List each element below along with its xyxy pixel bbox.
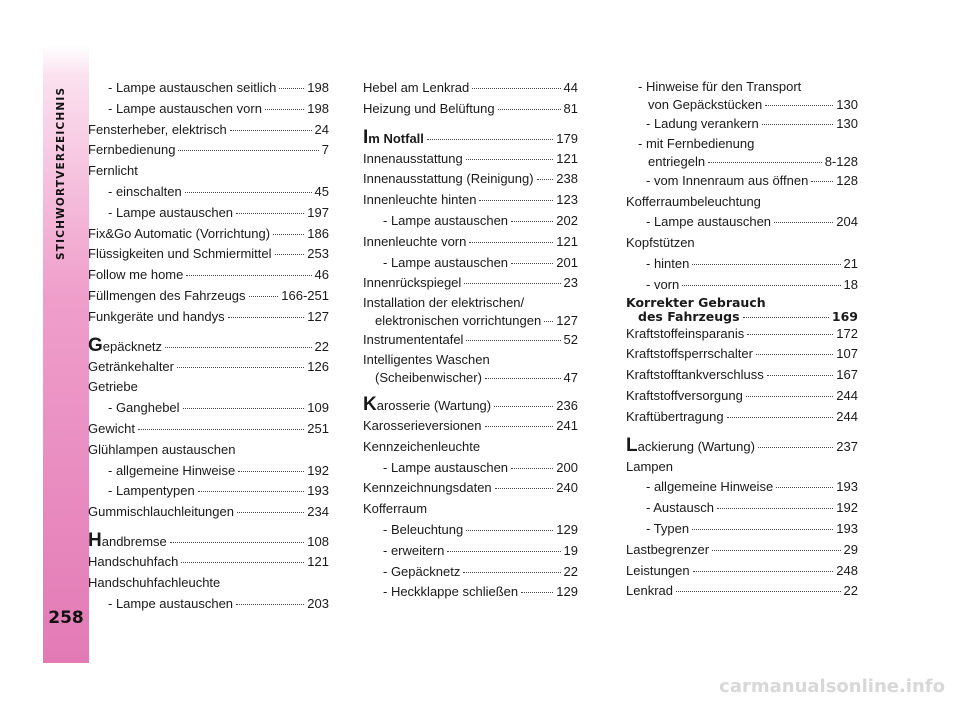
- leader-dots: [273, 234, 304, 235]
- index-entry: [88, 573, 329, 594]
- index-entry: [363, 273, 578, 294]
- entry-page: 109: [307, 400, 329, 416]
- entry-label: Gewicht: [88, 420, 135, 436]
- watermark: carmanualsonline.info: [719, 676, 945, 697]
- index-entry: [363, 232, 578, 253]
- entry-label: Fernbedienung: [88, 142, 176, 158]
- index-entry: [626, 233, 858, 254]
- leader-dots: [511, 468, 553, 469]
- entry-page: 251: [307, 420, 329, 436]
- entry-page: 22: [314, 338, 329, 354]
- entry-label: - hinten: [646, 255, 690, 271]
- leader-dots: [249, 296, 279, 297]
- leader-dots: [682, 285, 840, 286]
- entry-label: - Lampe austauschen: [383, 254, 509, 270]
- index-entry: [626, 275, 858, 296]
- index-column-2: [363, 78, 578, 603]
- entry-page: 201: [556, 254, 578, 270]
- entry-label: Follow me home: [88, 267, 184, 283]
- entry-label: Fensterheber, elektrisch: [88, 121, 227, 137]
- index-entry: [626, 519, 858, 540]
- entry-page: 169: [831, 308, 858, 324]
- index-entry: [363, 312, 578, 330]
- index-entry: [363, 149, 578, 170]
- entry-label: Kraftstoffversorgung: [626, 387, 743, 403]
- leader-dots: [198, 491, 305, 492]
- entry-label: Funkgeräte und handys: [88, 308, 225, 324]
- leader-dots: [237, 512, 304, 513]
- index-entry: [626, 309, 858, 324]
- index-column-1: [88, 78, 329, 614]
- index-entry: [88, 224, 329, 245]
- entry-label: Korrekter Gebrauch: [626, 294, 766, 310]
- entry-page: 237: [836, 438, 858, 454]
- entry-page: 46: [314, 267, 329, 283]
- index-entry: [626, 254, 858, 275]
- entry-label: - mit Fernbedienung: [638, 135, 755, 151]
- index-entry: [626, 96, 858, 114]
- index-entry: [626, 561, 858, 582]
- index-entry: [363, 127, 578, 149]
- entry-page: 130: [836, 97, 858, 112]
- entry-page: 198: [307, 80, 329, 95]
- index-entry: [88, 140, 329, 161]
- index-entry: [626, 540, 858, 561]
- index-entry: [363, 437, 578, 458]
- entry-page: 172: [836, 325, 858, 341]
- entry-page: 193: [307, 483, 329, 499]
- index-entry: [88, 307, 329, 328]
- index-entry: [88, 99, 329, 120]
- entry-label: - allgemeine Hinweise: [646, 479, 774, 495]
- entry-page: 200: [556, 459, 578, 475]
- entry-page: 236: [556, 397, 578, 413]
- leader-dots: [265, 109, 304, 110]
- leader-dots: [676, 591, 841, 592]
- index-entry: [626, 171, 858, 192]
- entry-label: Leistungen: [626, 562, 690, 578]
- entry-label: - Lampe austauschen: [108, 204, 234, 220]
- leader-dots: [472, 88, 560, 89]
- entry-label: Lampen: [626, 458, 673, 474]
- leader-dots: [767, 375, 834, 376]
- entry-page: 234: [307, 504, 329, 520]
- leader-dots: [693, 571, 834, 572]
- leader-dots: [186, 275, 311, 276]
- index-entry: [626, 386, 858, 407]
- leader-dots: [466, 159, 554, 160]
- entry-label: - Ladung verankern: [646, 116, 759, 131]
- entry-label: ackierung (Wartung): [637, 438, 755, 454]
- entry-page: 128: [836, 172, 858, 188]
- entry-label: Fix&Go Automatic (Vorrichtung): [88, 225, 271, 241]
- index-entry: [363, 99, 578, 120]
- entry-label: Kopfstützen: [626, 235, 695, 251]
- index-entry: [88, 594, 329, 615]
- entry-label: Installation der elektrischen/: [363, 295, 525, 311]
- entry-page: 22: [563, 563, 578, 579]
- entry-label: Hebel am Lenkrad: [363, 80, 470, 95]
- entry-page: 24: [314, 121, 329, 137]
- entry-label: - Beleuchtung: [383, 521, 464, 537]
- entry-label: - Lampe austauschen: [646, 214, 772, 230]
- index-entry: [88, 481, 329, 502]
- entry-label: Heizung und Belüftung: [363, 100, 495, 116]
- entry-page: 121: [556, 233, 578, 249]
- index-entry: [626, 435, 858, 457]
- entry-label: Füllmengen des Fahrzeugs: [88, 287, 246, 303]
- index-entry: [363, 190, 578, 211]
- entry-label: Intelligentes Waschen: [363, 351, 490, 367]
- leader-dots: [521, 592, 553, 593]
- index-entry: [626, 344, 858, 365]
- entry-label: andbremse: [101, 533, 167, 549]
- leader-dots: [765, 105, 833, 106]
- entry-page: 197: [307, 204, 329, 220]
- entry-label: Getränkehalter: [88, 358, 174, 374]
- leader-dots: [544, 321, 553, 322]
- entry-label: - Lampentypen: [108, 483, 195, 499]
- leader-dots: [463, 572, 560, 573]
- entry-label: - Austausch: [646, 500, 714, 516]
- leader-dots: [537, 179, 554, 180]
- entry-page: 179: [556, 130, 578, 146]
- entry-page: 129: [556, 521, 578, 537]
- index-entry: [363, 253, 578, 274]
- entry-page: 244: [836, 387, 858, 403]
- index-entry: [626, 365, 858, 386]
- index-entry: [626, 324, 858, 345]
- index-entry: [626, 135, 858, 153]
- entry-page: 107: [836, 346, 858, 362]
- index-entry: [626, 296, 858, 309]
- entry-label: - Lampe austauschen vorn: [108, 100, 262, 116]
- leader-dots: [479, 200, 553, 201]
- entry-page: 241: [556, 417, 578, 433]
- index-column-3: [626, 78, 858, 602]
- index-entry: [626, 498, 858, 519]
- leader-dots: [279, 88, 304, 89]
- entry-page: 8-128: [824, 153, 858, 169]
- index-entry: [88, 286, 329, 307]
- entry-label: Innenleuchte vorn: [363, 233, 467, 249]
- index-entry: [626, 114, 858, 135]
- entry-page: 44: [563, 80, 578, 95]
- index-entry: [363, 369, 578, 387]
- entry-page: 240: [556, 480, 578, 496]
- index-entry: [88, 440, 329, 461]
- section-initial: G: [88, 334, 103, 356]
- entry-label: Karosserieversionen: [363, 417, 482, 433]
- section-initial: K: [363, 393, 377, 415]
- entry-label: (Scheibenwischer): [375, 369, 482, 385]
- entry-page: 127: [307, 308, 329, 324]
- leader-dots: [469, 242, 553, 243]
- entry-label: - Lampe austauschen: [108, 595, 234, 611]
- entry-label: Innenrückspiegel: [363, 275, 462, 291]
- leader-dots: [746, 396, 833, 397]
- page-number: 258: [48, 608, 84, 628]
- leader-dots: [727, 417, 834, 418]
- index-entry: [88, 461, 329, 482]
- leader-dots: [811, 181, 833, 182]
- section-initial: L: [626, 434, 638, 456]
- entry-page: 18: [843, 276, 858, 292]
- index-entry: [626, 192, 858, 213]
- leader-dots: [708, 162, 822, 163]
- index-entry: [626, 477, 858, 498]
- leader-dots: [692, 264, 840, 265]
- entry-page: 204: [836, 214, 858, 230]
- section-initial: H: [88, 529, 102, 551]
- entry-label: Kraftstofftankverschluss: [626, 367, 764, 383]
- entry-page: 23: [563, 275, 578, 291]
- entry-label: Fernlicht: [88, 163, 138, 179]
- entry-label: Kraftstoffsperrschalter: [626, 346, 753, 362]
- leader-dots: [498, 109, 561, 110]
- entry-label: Lastbegrenzer: [626, 541, 710, 557]
- index-entry: [88, 120, 329, 141]
- leader-dots: [758, 447, 833, 448]
- index-entry: [88, 502, 329, 523]
- entry-page: 248: [836, 562, 858, 578]
- entry-page: 244: [836, 408, 858, 424]
- leader-dots: [236, 604, 304, 605]
- leader-dots: [756, 354, 833, 355]
- entry-label: Kraftstoffeinsparanis: [626, 325, 745, 341]
- index-entry: [626, 407, 858, 428]
- leader-dots: [178, 150, 318, 151]
- index-entry: [88, 377, 329, 398]
- leader-dots: [776, 487, 833, 488]
- entry-label: - allgemeine Hinweise: [108, 462, 236, 478]
- leader-dots: [170, 542, 305, 543]
- leader-dots: [717, 508, 833, 509]
- leader-dots: [774, 222, 833, 223]
- leader-dots: [185, 192, 312, 193]
- index-entry: [363, 78, 578, 99]
- leader-dots: [743, 317, 829, 318]
- index-entry: [363, 330, 578, 351]
- leader-dots: [228, 317, 305, 318]
- leader-dots: [466, 340, 560, 341]
- index-entry: [363, 458, 578, 479]
- entry-label: Instrumententafel: [363, 332, 464, 348]
- entry-label: - Lampe austauschen: [383, 212, 509, 228]
- entry-page: 52: [563, 332, 578, 348]
- entry-page: 193: [836, 479, 858, 495]
- index-entry: [363, 582, 578, 603]
- entry-page: 192: [307, 462, 329, 478]
- entry-label: - vorn: [646, 276, 680, 292]
- entry-page: 238: [556, 171, 578, 187]
- leader-dots: [464, 283, 560, 284]
- index-entry: [363, 416, 578, 437]
- leader-dots: [466, 530, 553, 531]
- entry-label: - Lampe austauschen: [383, 459, 509, 475]
- entry-page: 121: [556, 150, 578, 166]
- leader-dots: [494, 406, 553, 407]
- entry-label: Lenkrad: [626, 583, 673, 599]
- section-title: STICHWORTVERZEICHNIS: [55, 86, 67, 260]
- entry-label: Handschuhfachleuchte: [88, 574, 221, 590]
- entry-label: Flüssigkeiten und Schmiermittel: [88, 246, 272, 262]
- entry-label: - Gepäcknetz: [383, 563, 461, 579]
- entry-page: 202: [556, 212, 578, 228]
- entry-label: - Hinweise für den Transport: [638, 79, 802, 94]
- index-entry: [88, 161, 329, 182]
- entry-page: 21: [843, 255, 858, 271]
- entry-label: - Ganghebel: [108, 400, 180, 416]
- entry-label: Innenleuchte hinten: [363, 192, 477, 208]
- entry-label: Getriebe: [88, 379, 138, 395]
- index-entry: [626, 212, 858, 233]
- index-entry: [363, 394, 578, 416]
- leader-dots: [485, 378, 561, 379]
- leader-dots: [762, 124, 834, 125]
- index-entry: [88, 203, 329, 224]
- leader-dots: [511, 221, 553, 222]
- entry-page: 121: [307, 553, 329, 569]
- leader-dots: [485, 426, 554, 427]
- entry-page: 129: [556, 584, 578, 600]
- entry-page: 166-251: [281, 287, 329, 303]
- entry-label: Innenausstattung: [363, 150, 463, 166]
- entry-page: 19: [563, 542, 578, 558]
- index-entry: [363, 351, 578, 369]
- entry-page: 253: [307, 246, 329, 262]
- entry-page: 127: [556, 313, 578, 329]
- index-entry: [88, 182, 329, 203]
- index-entry: [88, 265, 329, 286]
- index-entry: [88, 357, 329, 378]
- entry-label: Kofferraum: [363, 501, 428, 517]
- entry-label: - einschalten: [108, 183, 182, 199]
- entry-page: 126: [307, 358, 329, 374]
- index-entry: [88, 419, 329, 440]
- leader-dots: [138, 429, 304, 430]
- leader-dots: [238, 471, 304, 472]
- index-entry: [88, 552, 329, 573]
- entry-page: 186: [307, 225, 329, 241]
- index-entry: [626, 153, 858, 171]
- entry-page: 167: [836, 367, 858, 383]
- index-entry: [626, 581, 858, 602]
- entry-page: 123: [556, 192, 578, 208]
- leader-dots: [447, 551, 560, 552]
- entry-page: 192: [836, 500, 858, 516]
- index-entry: [626, 457, 858, 478]
- entry-label: arosserie (Wartung): [376, 397, 492, 413]
- entry-label: - erweitern: [383, 542, 445, 558]
- leader-dots: [511, 263, 553, 264]
- entry-label: Kennzeichnungsdaten: [363, 480, 492, 496]
- entry-label: Handschuhfach: [88, 553, 179, 569]
- entry-label: entriegeln: [648, 153, 706, 169]
- entry-page: 203: [307, 595, 329, 611]
- entry-page: 45: [314, 183, 329, 199]
- leader-dots: [692, 529, 833, 530]
- index-entry: [363, 478, 578, 499]
- entry-label: Glühlampen austauschen: [88, 441, 236, 457]
- index-entry: [626, 78, 858, 96]
- entry-label: des Fahrzeugs: [638, 308, 740, 324]
- index-entry: [88, 335, 329, 357]
- index-entry: [88, 78, 329, 99]
- index-entry: [363, 520, 578, 541]
- entry-label: Gummischlauchleitungen: [88, 504, 234, 520]
- leader-dots: [427, 139, 553, 140]
- leader-dots: [165, 347, 311, 348]
- index-entry: [363, 499, 578, 520]
- index-entry: [363, 562, 578, 583]
- entry-label: elektronischen vorrichtungen: [375, 313, 542, 329]
- index-entry: [363, 169, 578, 190]
- leader-dots: [236, 213, 304, 214]
- leader-dots: [712, 550, 840, 551]
- entry-page: 108: [307, 533, 329, 549]
- entry-page: 81: [563, 100, 578, 116]
- leader-dots: [230, 130, 312, 131]
- index-entry: [88, 244, 329, 265]
- section-initial: I: [363, 126, 369, 148]
- index-entry: [363, 211, 578, 232]
- entry-label: - Lampe austauschen seitlich: [108, 80, 277, 95]
- entry-label: Kraftübertragung: [626, 408, 724, 424]
- index-entry: [363, 541, 578, 562]
- leader-dots: [177, 367, 304, 368]
- entry-label: Innenausstattung (Reinigung): [363, 171, 534, 187]
- entry-label: Kofferraumbeleuchtung: [626, 193, 761, 209]
- index-entry: [88, 398, 329, 419]
- entry-label: - Heckklappe schließen: [383, 584, 519, 600]
- entry-page: 198: [307, 100, 329, 116]
- entry-label: epäcknetz: [102, 338, 163, 354]
- leader-dots: [275, 254, 305, 255]
- entry-label: Kennzeichenleuchte: [363, 438, 481, 454]
- entry-label: m Notfall: [368, 130, 424, 146]
- index-entry: [363, 294, 578, 312]
- leader-dots: [183, 408, 305, 409]
- entry-page: 7: [321, 142, 329, 158]
- leader-dots: [181, 562, 304, 563]
- entry-label: - Typen: [646, 520, 690, 536]
- entry-page: 130: [836, 116, 858, 131]
- index-entry: [88, 530, 329, 552]
- entry-page: 29: [843, 541, 858, 557]
- entry-page: 193: [836, 520, 858, 536]
- entry-label: - vom Innenraum aus öffnen: [646, 172, 809, 188]
- leader-dots: [747, 334, 833, 335]
- entry-page: 47: [563, 369, 578, 385]
- entry-page: 22: [843, 583, 858, 599]
- leader-dots: [495, 488, 554, 489]
- entry-label: von Gepäckstücken: [648, 97, 763, 112]
